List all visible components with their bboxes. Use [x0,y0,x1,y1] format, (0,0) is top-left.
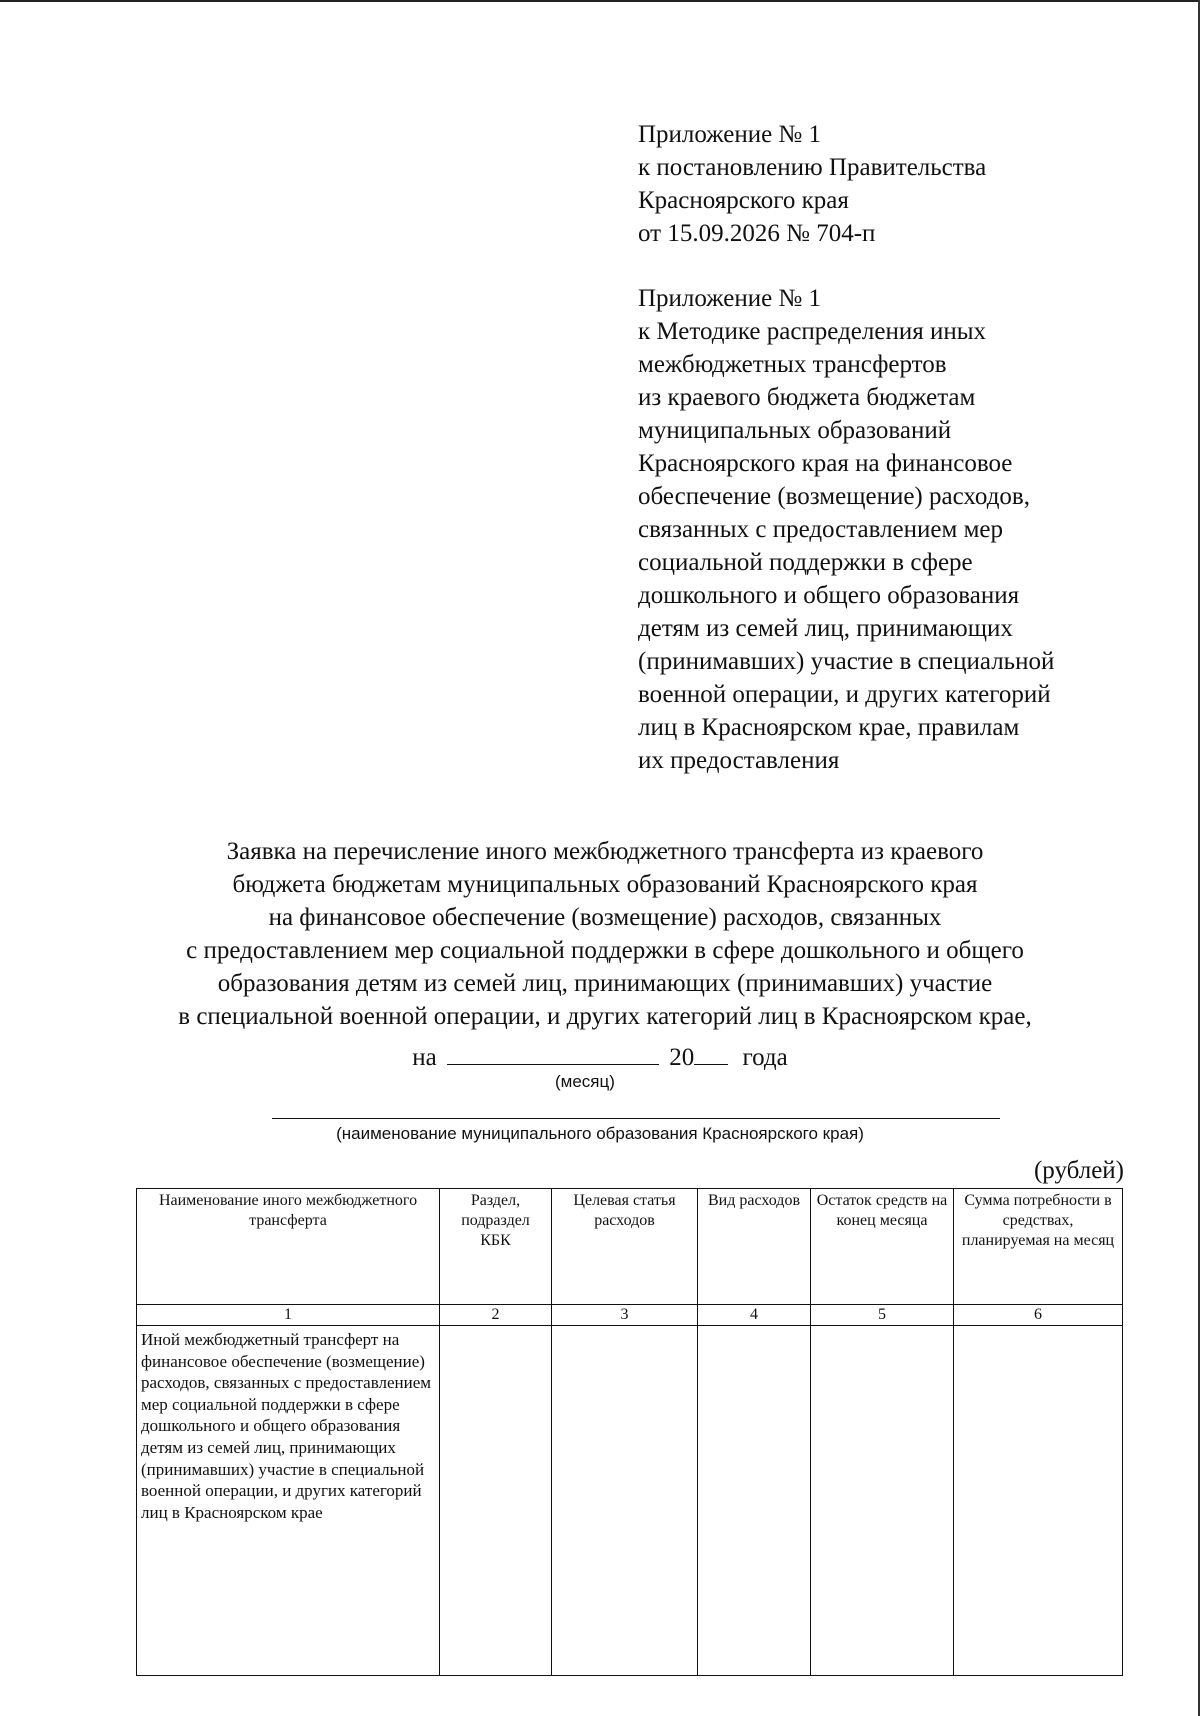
request-table [136,1188,1123,1676]
appendix-methodology-line: Красноярского края на финансовое [638,450,1013,477]
appendix-methodology-line: межбюджетных трансфертов [638,351,947,378]
column-number-row [137,1305,1123,1326]
appendix-methodology-line: дошкольного и общего образования [638,582,1020,609]
appendix-methodology-line: социальной поддержки в сфере [638,549,973,576]
appendix-methodology-line: (принимавших) участие в специальной [638,648,1055,675]
period-prefix: на [412,1044,437,1071]
column-number: 4 [698,1305,811,1326]
period-suffix: года [742,1044,788,1071]
balance-cell[interactable] [811,1326,954,1676]
period-line [0,1040,1200,1073]
appendix-methodology-line: лиц в Красноярском крае, правилам [638,714,1020,741]
appendix-methodology-block [638,282,1054,777]
appendix-header-line: Приложение № 1 [638,121,822,148]
column-header-section: Раздел, подраздел КБК [440,1189,552,1305]
column-header-transfer-name: Наименование иного межбюджетного трансферта [137,1189,440,1305]
appendix-methodology-line: военной операции, и других категорий [638,681,1051,708]
appendix-methodology-line: их предоставления [638,747,840,774]
column-number: 1 [137,1305,440,1326]
title-line: Заявка на перечисление иного межбюджетного трансферта из краевого [226,838,984,865]
appendix-header-line: Красноярского края [638,187,849,214]
title-line: образования детям из семей лиц, принимающих (принимавших) участие [217,970,993,997]
appendix-methodology-line: связанных с предоставлением мер [638,516,1003,543]
month-blank-field[interactable] [447,1040,659,1065]
column-number: 6 [954,1305,1123,1326]
scan-edge-top [0,0,1200,2]
appendix-header-line: к постановлению Правительства [638,154,987,181]
title-line: в специальной военной операции, и других категорий лиц в Красноярском крае, [178,1003,1032,1030]
column-number: 2 [440,1305,552,1326]
title-line: бюджета бюджетам муниципальных образований Красноярского края [232,871,978,898]
municipality-caption: (наименование муниципального образования Красноярского края) [336,1124,864,1143]
appendix-header-line: от 15.09.2026 № 704-п [638,220,876,247]
column-header-balance: Остаток средств на конец месяца [811,1189,954,1305]
appendix-methodology-line: из краевого бюджета бюджетам [638,384,976,411]
year-blank-field[interactable] [694,1040,728,1065]
currency-note: (рублей) [1033,1157,1124,1184]
title-line: на финансовое обеспечение (возмещение) расходов, связанных [268,904,942,931]
appendix-methodology-line: Приложение № 1 [638,285,822,312]
appendix-methodology-line: к Методике распределения иных [638,318,987,345]
appendix-header-block [638,118,986,250]
appendix-methodology-line: детям из семей лиц, принимающих [638,615,1013,642]
target-article-cell[interactable] [552,1326,698,1676]
month-caption: (месяц) [555,1072,615,1091]
appendix-methodology-line: муниципальных образований [638,417,952,444]
title-line: с предоставлением мер социальной поддержки в сфере дошкольного и общего [186,937,1024,964]
demand-cell[interactable] [954,1326,1123,1676]
column-header-target-article: Целевая статья расходов [552,1189,698,1305]
column-header-demand: Сумма потребности в средствах, планируемая на месяц [954,1189,1123,1305]
document-title [130,835,1080,1033]
column-number: 5 [811,1305,954,1326]
appendix-methodology-line: обеспечение (возмещение) расходов, [638,483,1030,510]
table-row [137,1326,1123,1676]
transfer-name-cell: Иной межбюджетный трансферт на финансовое обеспечение (возмещение) расходов, связанных с предоставлением мер социальной поддержки в сфере дошкольного и общего образования детям из семей лиц, принимающих (принимавших) участие в специальной военной операции, и других категорий лиц в Красноярском крае [137,1326,440,1676]
table-header-row [137,1189,1123,1305]
column-header-expense-type: Вид расходов [698,1189,811,1305]
column-number: 3 [552,1305,698,1326]
municipality-blank-field[interactable] [272,1118,1000,1119]
section-cell[interactable] [440,1326,552,1676]
year-prefix: 20 [669,1044,695,1071]
expense-type-cell[interactable] [698,1326,811,1676]
